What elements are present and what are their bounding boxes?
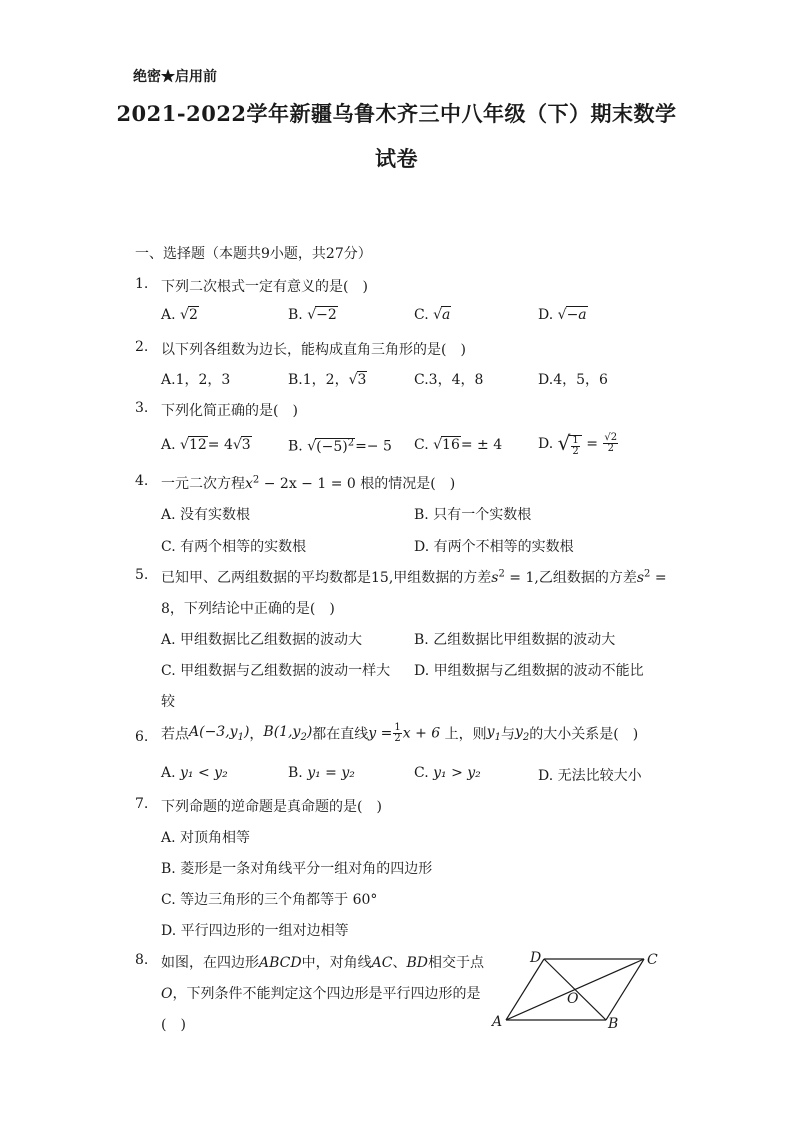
option-value: 3，4，8 xyxy=(428,372,484,388)
question-text: 以下列各组数为边长，能构成直角三角形的是( ) xyxy=(161,342,466,358)
question-text-line2: O，下列条件不能判定这个四边形是平行四边形的是 xyxy=(161,986,481,1002)
question-text-line2: 8，下列结论中正确的是( ) xyxy=(161,601,335,617)
sqrt-expression: √16 xyxy=(433,437,460,453)
option-label: A. xyxy=(161,372,176,388)
sqrt-expression: √a xyxy=(433,307,451,323)
option-value: 1，2，3 xyxy=(175,372,231,388)
sqrt-expression: √ $\frac{1}{2}$ xyxy=(558,431,582,457)
option-a: A. 甲组数据比乙组数据的波动大 xyxy=(161,632,363,648)
option-b: B. 菱形是一条对角线平分一组对角的四边形 xyxy=(161,861,433,877)
edge-ad xyxy=(506,959,544,1020)
sqrt-expression: √12 xyxy=(180,437,207,453)
option-c xyxy=(414,307,451,323)
option-label: B. xyxy=(288,438,303,455)
vertex-label-d: D xyxy=(530,950,542,966)
option-d-wrap: 较 xyxy=(161,694,175,710)
option-label: D. xyxy=(538,372,554,388)
option-d xyxy=(538,307,588,323)
question-number: 2. xyxy=(135,339,149,355)
vertex-label-c: C xyxy=(647,952,658,968)
option-b: B. y₁ = y₂ xyxy=(288,765,355,781)
question-number: 4. xyxy=(135,473,149,489)
option-c xyxy=(414,369,483,389)
option-a: A. y₁ < y₂ xyxy=(161,765,228,781)
option-c: C. 等边三角形的三个角都等于 60° xyxy=(161,892,378,908)
option-d: D. 平行四边形的一组对边相等 xyxy=(161,923,349,939)
center-label-o: O xyxy=(567,991,579,1007)
option-label: A. xyxy=(161,437,176,453)
option-a: A. 对顶角相等 xyxy=(161,830,251,846)
sqrt-expression: √3 xyxy=(232,437,251,453)
question-text-line3: ( ) xyxy=(161,1017,186,1033)
option-value: =− 5 xyxy=(355,438,392,455)
question-number: 1. xyxy=(135,276,149,292)
option-value: = ± 4 xyxy=(460,437,503,453)
question-text: 下列化简正确的是( ) xyxy=(161,403,298,419)
exam-title-line1: 2021-2022学年新疆乌鲁木齐三中八年级（下）期末数学 xyxy=(116,101,677,126)
option-value: 4，5，6 xyxy=(553,372,608,388)
option-a xyxy=(161,437,252,453)
vertex-label-a: A xyxy=(492,1014,503,1030)
option-b: B. 乙组数据比甲组数据的波动大 xyxy=(414,632,616,648)
question-text: 下列命题的逆命题是真命题的是( ) xyxy=(161,799,382,815)
option-c: C. 有两个相等的实数根 xyxy=(161,539,307,555)
option-b xyxy=(288,369,367,389)
option-c: C. y₁ > y₂ xyxy=(414,765,481,781)
option-a: A. 没有实数根 xyxy=(161,507,251,523)
edge-cb xyxy=(606,959,644,1020)
option-d: D. 有两个不相等的实数根 xyxy=(414,539,574,555)
question-text: 下列二次根式一定有意义的是( ) xyxy=(161,279,368,295)
vertex-label-b: B xyxy=(608,1016,619,1032)
option-label: D. xyxy=(538,307,554,323)
question-number: 5. xyxy=(135,567,149,583)
diagonal-bd xyxy=(544,959,606,1020)
question-number: 6. xyxy=(135,729,149,745)
option-label: D. xyxy=(538,435,554,452)
option-a xyxy=(161,307,199,323)
section-heading: 一、选择题（本题共9小题，共27分） xyxy=(135,246,372,262)
option-label: C. xyxy=(414,307,429,323)
question-text: 若点$A(-3,y_1)$，$B(1,y_2)$都在直线y = $\frac{1}{2}$ x + 6 上，则$y_1$与$y_2$的大小关系是( ) xyxy=(161,722,639,744)
option-b xyxy=(288,437,392,455)
question-number: 8. xyxy=(135,952,149,968)
option-b: B. 只有一个实数根 xyxy=(414,507,532,523)
sqrt-expression: √−2 xyxy=(307,307,337,323)
question-number: 7. xyxy=(135,796,149,812)
option-d xyxy=(538,369,608,389)
parallelogram-figure xyxy=(488,946,668,1036)
exam-title-line2: 试卷 xyxy=(375,146,418,171)
option-label: B. xyxy=(288,307,303,323)
confidential-label: 绝密★启用前 xyxy=(133,69,217,85)
sqrt-expression: √2 xyxy=(180,307,198,323)
question-text: 一元二次方程$x^2 - 2x - 1 = 0$ 根的情况是( ) xyxy=(161,474,456,492)
sqrt-expression: √−a xyxy=(557,307,587,323)
option-label: B. xyxy=(288,372,303,388)
option-b xyxy=(288,307,338,323)
option-d: D. √ $\frac{1}{2}$ = $\frac{√2}{2}$ xyxy=(538,431,618,457)
option-label: C. xyxy=(414,372,429,388)
option-label: A. xyxy=(161,307,176,323)
option-d: D. 甲组数据与乙组数据的波动不能比 xyxy=(414,663,644,679)
option-value: = 4 xyxy=(207,437,233,453)
option-d: D. 无法比较大小 xyxy=(538,768,642,784)
option-c: C. 甲组数据与乙组数据的波动一样大 xyxy=(161,663,391,679)
sqrt-expression: √3 xyxy=(348,372,367,388)
question-text-line1: 如图，在四边形ABCD中，对角线AC、BD相交于点 xyxy=(161,955,484,971)
option-label: C. xyxy=(414,437,429,453)
option-c xyxy=(414,437,502,453)
sqrt-expression: $√(-5)^2$ xyxy=(307,437,355,455)
question-text-line1: 已知甲、乙两组数据的平均数都是15,甲组数据的方差$s^2 = 1$,乙组数据的方差$s^2$ = xyxy=(161,568,667,586)
option-value: 1，2， xyxy=(302,372,349,388)
question-number: 3. xyxy=(135,400,149,416)
option-a xyxy=(161,369,230,389)
